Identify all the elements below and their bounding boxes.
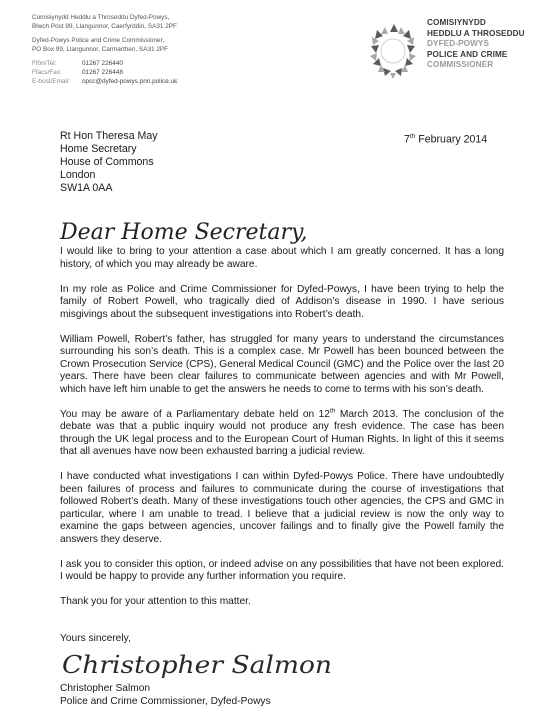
debate-date-suffix: th [329,407,336,415]
recipient-line: SW1A 0AA [60,182,113,195]
handwritten-signature [58,645,348,683]
signature-text: Christopher Salmon [62,651,332,679]
body-paragraph [60,409,504,459]
logo-line-3: DYFED-POWYS [427,39,490,49]
signer-name: Christopher Salmon [60,683,151,694]
logo-star-icon [365,16,423,92]
body-paragraph: In my role as Police and Crime Commissioner for Dyfed-Powys, I have been trying to help the family of Robert Powell, who tragically died of Addison’s disease in 1990. I have serious misgivings about the subsequent investigations into Robert’s death. [60,283,504,320]
debate-text-start: You may be aware of a Parliamentary debate held on 12 [60,408,330,420]
letter-body [60,246,504,621]
contact-fax [32,69,177,78]
recipient-line: House of Commons [60,156,154,169]
contact-email-value: opcc@dyfed-powys.pnn.police.uk [82,77,178,85]
logo-line-2: HEDDLU A THROSEDDU [427,28,525,38]
contact-fax-label: Ffacs/Fax: [32,68,62,76]
contact-email-label: E-bost/Email: [32,77,71,85]
contact-phone-label: Ffôn/Tel: [32,60,57,68]
english-office-name: Dyfed-Powys Police and Crime Commissioner, [32,37,165,45]
contact-fax-value: 01267 226448 [82,68,123,76]
letterhead-address [32,14,177,86]
logo-wordmark [427,18,525,71]
welsh-office-name: Comisiynydd Heddlu a Throseddu Dyfed-Powys, [32,14,170,21]
body-paragraph: Thank you for your attention to this matter. [60,596,251,607]
closing-line: Yours sincerely, [60,633,131,644]
signer-title: Police and Crime Commissioner, Dyfed-Powys [60,695,271,707]
body-paragraph: I ask you to consider this option, or indeed advise on any possibilities that have not been explored. I would be happy to provide any further information you require. [60,558,504,582]
handwritten-salutation [58,212,358,248]
recipient-line: London [60,169,96,182]
signer-block [60,683,271,708]
recipient-line: Home Secretary [60,143,137,156]
date-month-year: February 2014 [415,133,488,146]
logo-line-1: COMISIYNYDD [427,18,486,27]
date-suffix: th [409,133,416,140]
welsh-office-address: Blwch Post 99, Llangunnor, Caerfyrddin, SA31 2PF [32,22,177,30]
body-paragraph: William Powell, Robert’s father, has struggled for many years to understand the circumstances surrounding his son’s death. This is a complex case. Mr Powell has been bounced between the Crown Prosecution Service (CPS), General Medical Council (GMC) and the Police over the last 20 years. There have been clear failures to communicate between agencies and with Mr Powell, which have left him unable to get the answers he needs to come to terms with his son’s death. [60,333,504,395]
recipient-address [60,130,158,195]
contact-phone-value: 01267 226440 [82,60,123,68]
contact-email [32,78,177,87]
logo-line-5: COMMISSIONER [427,60,494,70]
letter-date [404,130,487,147]
logo-line-4: POLICE AND CRIME [427,49,508,59]
recipient-line: Rt Hon Theresa May [60,130,158,142]
body-paragraph: I would like to bring to your attention a case about which I am greatly concerned. It has a long history, of which you may already be aware. [60,246,504,270]
body-paragraph: I have conducted what investigations I can within Dyfed-Powys Police. There have undoubtedly been failures of process and failures to communicate during the course of investigations that followed Robert’s death. Many of these investigations touch other agencies, the CPS and GMC in particular, where I am unable to tread. I believe that a judicial review is now the only way to examine the gaps between agencies, uncover failings and to finally give the Powell family the answers they deserve. [60,471,504,545]
debate-text-end: March 2013. The conclusion of the debate was that a public inquiry would not produce any fresh evidence. The case has been through the UK legal process and to the European Court of Human Rights. In light of this it seems that all avenues have now been exhausted barring a judicial review. [60,408,504,457]
salutation-text: Dear Home Secretary, [60,220,308,245]
english-office-address: PO Box 99, Llangunnor, Carmarthen, SA31 2PF [32,45,169,53]
contact-phone [32,60,177,69]
commissioner-logo [365,14,525,100]
date-day: 7 [404,133,410,146]
